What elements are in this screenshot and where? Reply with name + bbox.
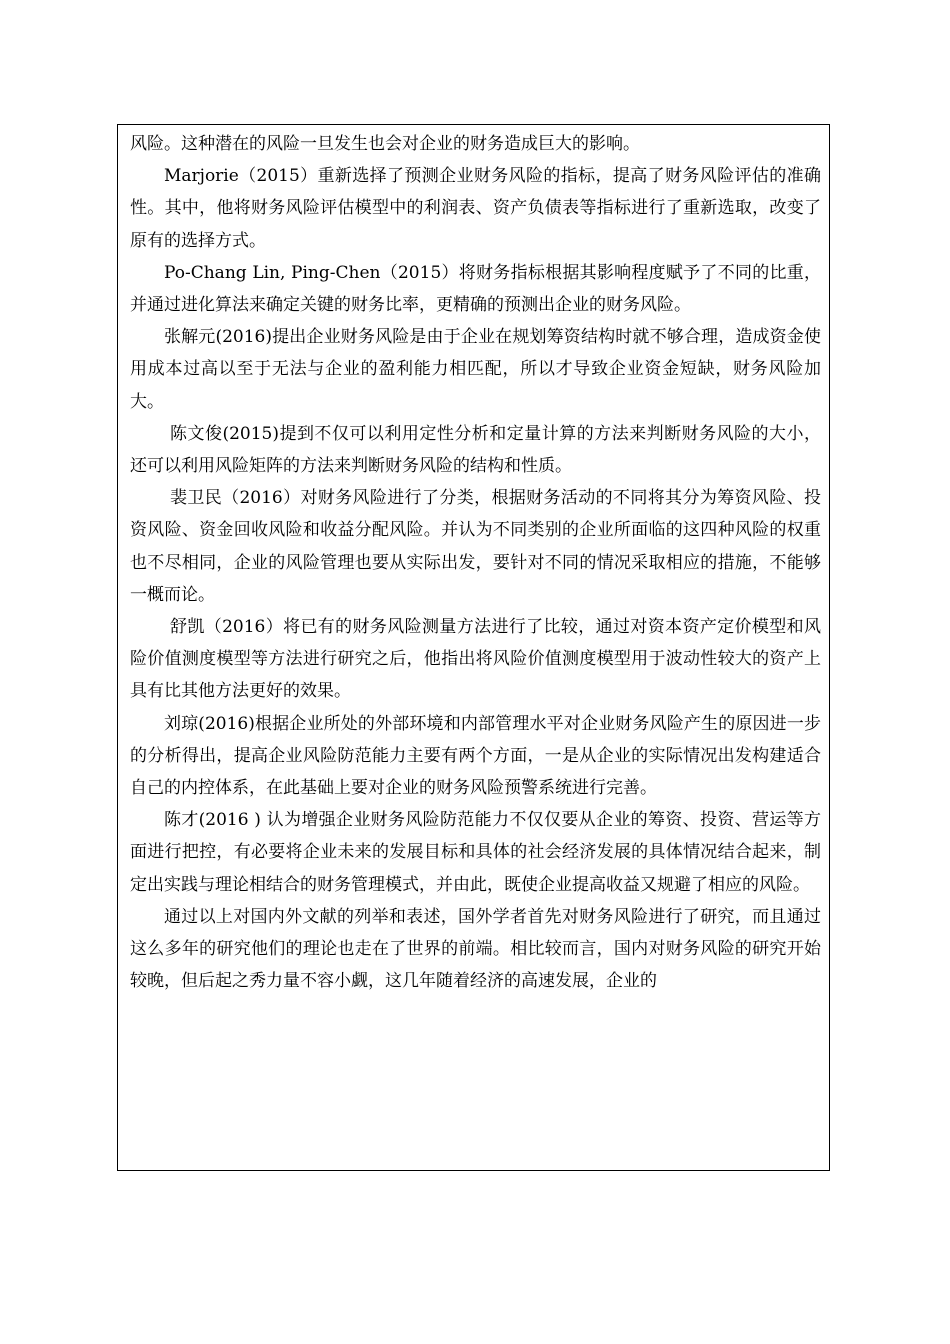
- paragraph-zhang-jieyuan: 张解元(2016)提出企业财务风险是由于企业在规划筹资结构时就不够合理，造成资金使用成本过高以至于无法与企业的盈利能力相匹配，所以才导致企业资金短缺，财务风险加大。: [130, 327, 821, 412]
- paragraph-po-chang-lin: Po-Chang Lin, Ping-Chen（2015）将财务指标根据其影响程度赋予了不同的比重，并通过进化算法来确定关键的财务比率，更精确的预测出企业的财务风险。: [130, 262, 821, 316]
- paragraph-chen-cai: 陈才(2016 ) 认为增强企业财务风险防范能力不仅仅要从企业的筹资、投资、营运等方面进行把控，有必要将企业未来的发展目标和具体的社会经济发展的具体情况结合起来，制定出实践与理论相结合的财务管理模式，并由此，既使企业提高收益又规避了相应的风险。: [130, 810, 821, 895]
- paragraph-liu-qiong: 刘琼(2016)根据企业所处的外部环境和内部管理水平对企业财务风险产生的原因进一步的分析得出，提高企业风险防范能力主要有两个方面，一是从企业的实际情况出发构建适合自己的内控体系，在此基础上要对企业的财务风险预警系统进行完善。: [130, 713, 821, 799]
- paragraph-chen-wenjun: 陈文俊(2015)提到不仅可以利用定性分析和定量计算的方法来判断财务风险的大小，还可以利用风险矩阵的方法来判断财务风险的结构和性质。: [130, 423, 821, 477]
- paragraph-marjorie: Marjorie（2015）重新选择了预测企业财务风险的指标，提高了财务风险评估的准确性。其中，他将财务风险评估模型中的利润表、资产负债表等指标进行了重新选取，改变了原有的选择方式。: [130, 166, 821, 251]
- paragraph-shu-kai: 舒凯（2016）将已有的财务风险测量方法进行了比较，通过对资本资产定价模型和风险价值测度模型等方法进行研究之后，他指出将风险价值测度模型用于波动性较大的资产上具有比其他方法更好的效果。: [130, 617, 821, 702]
- page-border-box: [117, 124, 830, 1171]
- paragraph-pei-weimin: 裴卫民（2016）对财务风险进行了分类，根据财务活动的不同将其分为筹资风险、投资风险、资金回收风险和收益分配风险。并认为不同类别的企业所面临的这四种风险的权重也不尽相同，企业的风险管理也要从实际出发，要针对不同的情况采取相应的措施，不能够一概而论。: [130, 488, 821, 605]
- paragraph-summary: 通过以上对国内外文献的列举和表述，国外学者首先对财务风险进行了研究，而且通过这么多年的研究他们的理论也走在了世界的前端。相比较而言，国内对财务风险的研究开始较晚，但后起之秀力量不容小觑，这几年随着经济的高速发展，企业的: [130, 906, 821, 992]
- paragraph-continuation: 风险。这种潜在的风险一旦发生也会对企业的财务造成巨大的影响。: [130, 134, 640, 154]
- document-body: [118, 125, 829, 997]
